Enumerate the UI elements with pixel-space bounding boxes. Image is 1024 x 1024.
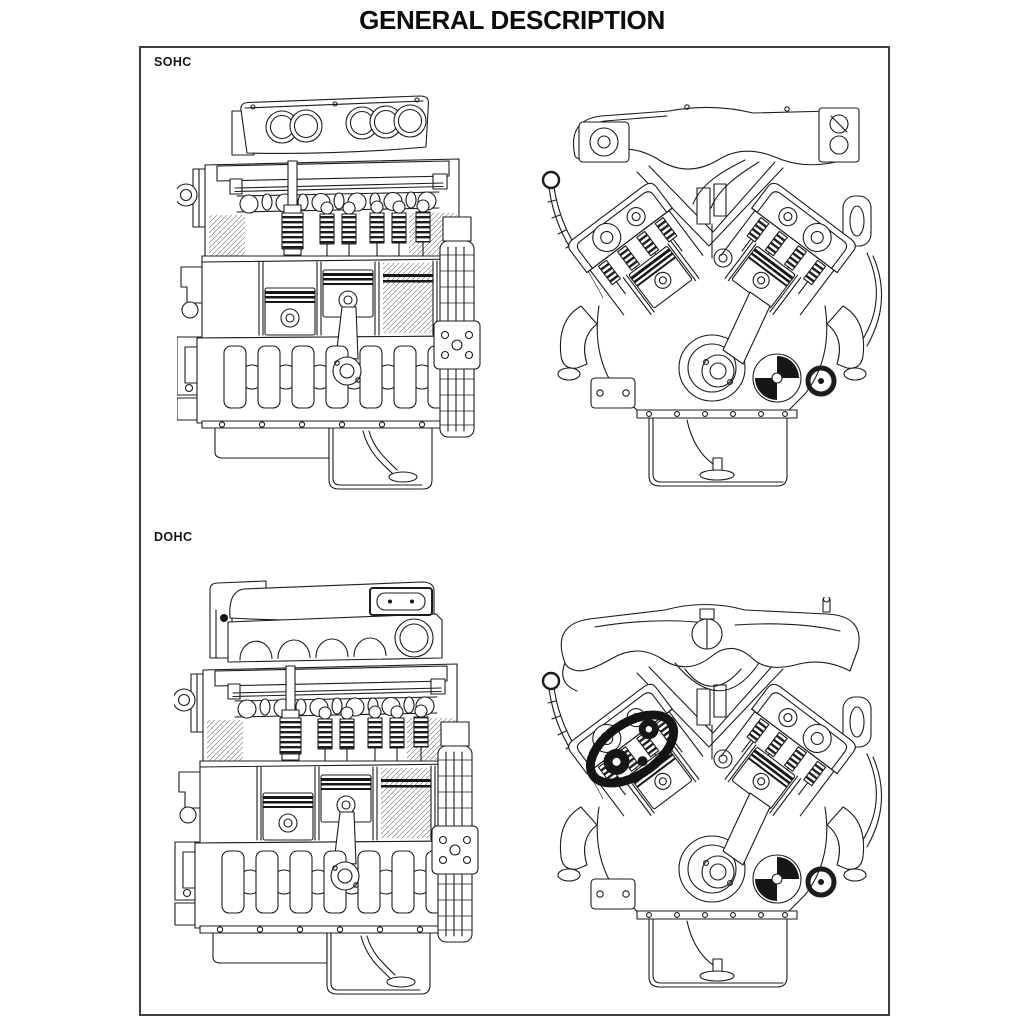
dohc-intake-manifold [210, 581, 442, 662]
dohc-v6-engine-body [543, 663, 882, 987]
sohc-inline-engine-body [177, 159, 480, 489]
sohc-v6-engine-body [543, 162, 882, 486]
section-label-sohc: SOHC [154, 55, 192, 69]
sohc-intake-manifold [232, 96, 429, 155]
page-title: GENERAL DESCRIPTION [359, 5, 665, 35]
dohc-v6-intake-plenum [561, 597, 859, 691]
figure-frame [139, 46, 890, 1016]
sohc-v6-engine-cross-section-figure [537, 100, 887, 490]
sohc-inline-engine-cross-section-figure [177, 95, 482, 490]
dohc-v6-engine-cross-section-figure [535, 597, 890, 992]
dohc-inline-engine-body [174, 664, 478, 994]
section-label-dohc: DOHC [154, 530, 193, 544]
dohc-inline-engine-cross-section-figure [174, 578, 482, 995]
